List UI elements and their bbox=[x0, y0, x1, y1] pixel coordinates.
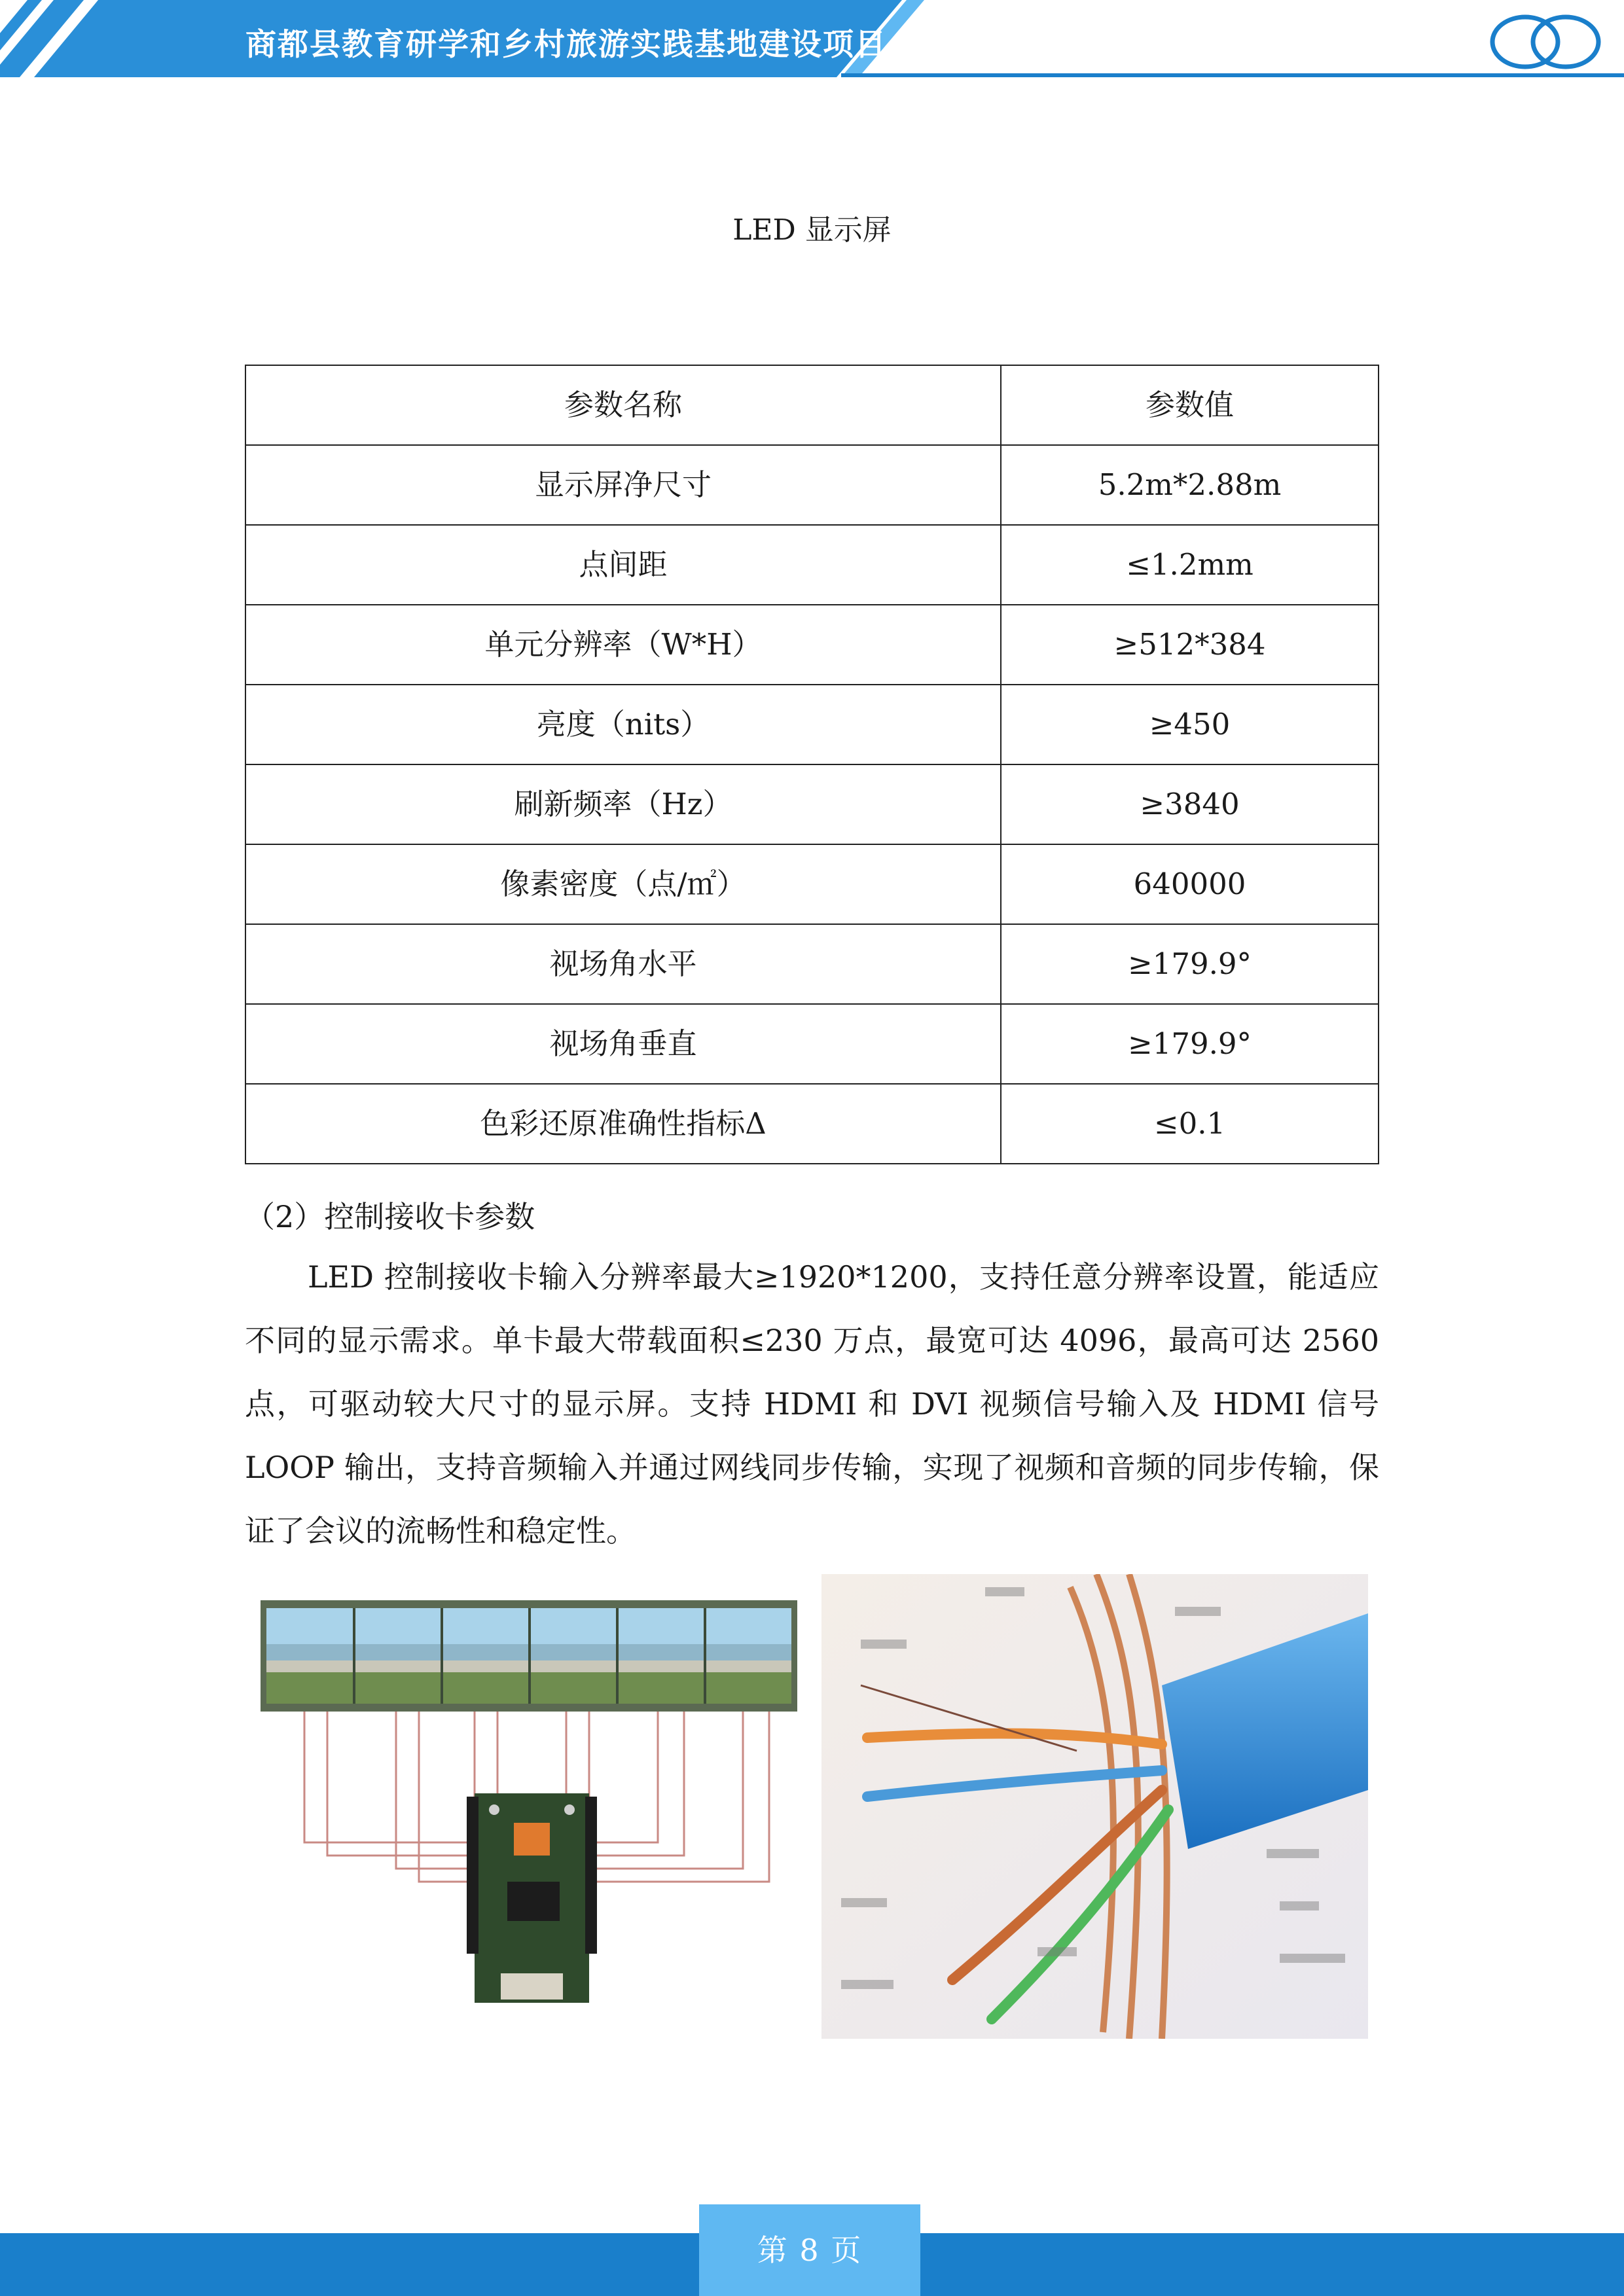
table-cell-name: 显示屏净尺寸 bbox=[245, 445, 1001, 525]
table-cell-name: 色彩还原准确性指标Δ bbox=[245, 1084, 1001, 1164]
table-cell-name: 点间距 bbox=[245, 525, 1001, 605]
table-cell-value: ≥512*384 bbox=[1001, 605, 1379, 685]
table-row bbox=[245, 445, 1379, 525]
table-header-cell: 参数名称 bbox=[245, 365, 1001, 445]
faded-logo-icon bbox=[1038, 17, 1136, 64]
page-header bbox=[0, 0, 1624, 85]
table-row bbox=[245, 924, 1379, 1004]
table-cell-value: ≥3840 bbox=[1001, 764, 1379, 844]
parameter-table bbox=[245, 365, 1379, 1164]
table-cell-name: 像素密度（点/㎡） bbox=[245, 844, 1001, 924]
table-row bbox=[245, 844, 1379, 924]
document-title: LED 显示屏 bbox=[732, 213, 892, 247]
table-cell-value: 5.2m*2.88m bbox=[1001, 445, 1379, 525]
led-screen-receiver-card-diagram bbox=[259, 1600, 802, 2013]
table-cell-name: 视场角垂直 bbox=[245, 1004, 1001, 1084]
table-header-cell: 参数值 bbox=[1001, 365, 1379, 445]
table-cell-value: 640000 bbox=[1001, 844, 1379, 924]
table-row bbox=[245, 1084, 1379, 1164]
table-row bbox=[245, 685, 1379, 764]
table-cell-value: ≤0.1 bbox=[1001, 1084, 1379, 1164]
body-paragraph: LED 控制接收卡输入分辨率最大≥1920*1200，支持任意分辨率设置，能适应不同的显示需求。单卡最大带载面积≤230 万点，最宽可达 4096，最高可达 2560 点，可驱动较大尺寸的显示屏。支持 HDMI 和 DVI 视频信号输入及 HDMI 信号 LOOP 输出，支持音频输入并通过网线同步传输，实现了视频和音频的同步传输，保证了会议的流畅性和稳定性。 bbox=[245, 1259, 1379, 1549]
table-cell-name: 单元分辨率（W*H） bbox=[245, 605, 1001, 685]
table-cell-value: ≥450 bbox=[1001, 685, 1379, 764]
table-cell-name: 亮度（nits） bbox=[245, 685, 1001, 764]
table-cell-name: 刷新频率（Hz） bbox=[245, 764, 1001, 844]
table-header-row bbox=[245, 365, 1379, 445]
table-cell-value: ≥179.9° bbox=[1001, 1004, 1379, 1084]
table-row bbox=[245, 764, 1379, 844]
table-cell-value: ≤1.2mm bbox=[1001, 525, 1379, 605]
header-title: 商都县教育研学和乡村旅游实践基地建设项目 bbox=[245, 27, 887, 63]
table-row bbox=[245, 525, 1379, 605]
table-cell-value: ≥179.9° bbox=[1001, 924, 1379, 1004]
table-row bbox=[245, 1004, 1379, 1084]
table-cell-name: 视场角水平 bbox=[245, 924, 1001, 1004]
page-number: 第 8 页 bbox=[757, 2233, 863, 2268]
table-row bbox=[245, 605, 1379, 685]
page-footer bbox=[0, 2193, 1624, 2296]
network-cable-cross-section-photo bbox=[821, 1574, 1368, 2039]
section-heading: （2）控制接收卡参数 bbox=[245, 1199, 535, 1234]
double-ring-logo-icon bbox=[1492, 17, 1598, 67]
